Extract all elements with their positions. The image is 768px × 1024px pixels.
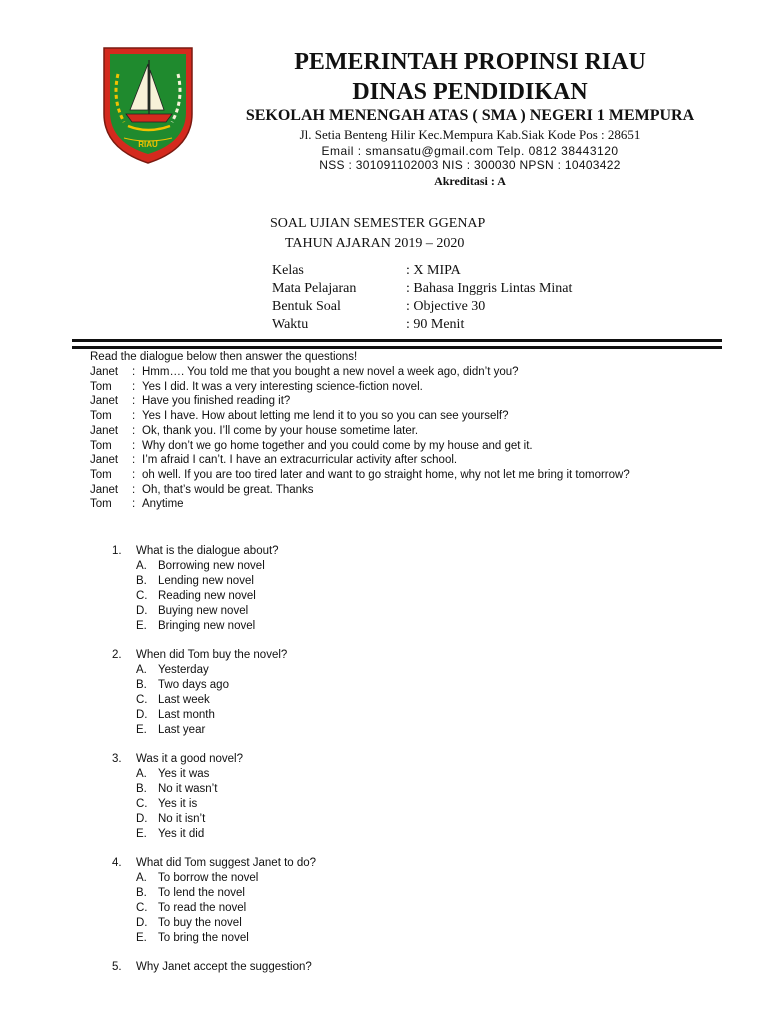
colon: : — [132, 468, 136, 481]
option-letter: E. — [136, 724, 147, 736]
option-letter: C. — [136, 902, 148, 914]
header-department: DINAS PENDIDIKAN — [352, 79, 588, 105]
option-letter: B. — [136, 887, 147, 899]
colon: : — [132, 380, 136, 393]
colon: : — [132, 410, 136, 423]
colon: : — [132, 454, 136, 467]
option-text: To buy the novel — [158, 917, 242, 929]
header-contact: Email : smansatu@gmail.com Telp. 0812 38443120 — [321, 144, 619, 158]
colon: : — [132, 395, 136, 408]
option-row — [112, 678, 316, 693]
colon: : — [132, 498, 136, 511]
dialogue-line — [90, 453, 650, 468]
info-row — [272, 262, 572, 280]
option-text: Yes it is — [158, 798, 198, 810]
speaker: Janet — [90, 424, 119, 437]
utterance: Why don’t we go home together and you could come by my house and get it. — [142, 439, 533, 452]
option-row — [112, 723, 316, 738]
option-row — [112, 708, 316, 723]
dialogue-line — [90, 394, 650, 409]
info-value: : Objective 30 — [406, 299, 486, 314]
option-row — [112, 931, 316, 946]
question-number: 2. — [112, 649, 122, 661]
question-text: What is the dialogue about? — [136, 545, 279, 557]
header-accreditation: Akreditasi : A — [434, 174, 506, 188]
info-label: Mata Pelajaran — [272, 281, 357, 296]
info-row — [272, 316, 572, 334]
question-number: 1. — [112, 545, 122, 557]
dialogue-line — [90, 365, 650, 380]
colon: : — [132, 424, 136, 437]
option-row — [112, 797, 316, 812]
option-text: To borrow the novel — [158, 872, 259, 884]
option-text: Last week — [158, 694, 210, 706]
utterance: Oh, that’s would be great. Thanks — [142, 483, 314, 496]
question-item — [112, 960, 316, 975]
option-row — [112, 574, 316, 589]
dialogue-section — [90, 350, 650, 512]
option-letter: A. — [136, 872, 147, 884]
option-text: Reading new novel — [158, 590, 256, 602]
option-row — [112, 767, 316, 782]
option-row — [112, 782, 316, 797]
option-letter: E. — [136, 828, 147, 840]
questions-list — [112, 544, 316, 989]
option-row — [112, 827, 316, 842]
dialogue-instruction: Read the dialogue below then answer the questions! — [90, 351, 358, 363]
option-text: Borrowing new novel — [158, 560, 265, 572]
dialogue-line — [90, 424, 650, 439]
option-row — [112, 901, 316, 916]
speaker: Tom — [90, 439, 112, 452]
option-row — [112, 693, 316, 708]
dialogue-line — [90, 380, 650, 395]
option-text: Last month — [158, 709, 215, 721]
question-text: Why Janet accept the suggestion? — [136, 961, 312, 973]
option-letter: D. — [136, 917, 148, 929]
option-letter: A. — [136, 560, 147, 572]
utterance: I’m afraid I can’t. I have an extracurricular activity after school. — [142, 454, 458, 467]
question-item — [112, 856, 316, 946]
colon: : — [132, 483, 136, 496]
logo-text: RIAU — [138, 140, 158, 149]
speaker: Tom — [90, 468, 112, 481]
utterance: Anytime — [142, 498, 184, 511]
option-text: No it isn’t — [158, 813, 206, 825]
question-item — [112, 544, 316, 634]
utterance: Yes I have. How about letting me lend it to you so you can see yourself? — [142, 410, 509, 423]
option-text: Bringing new novel — [158, 620, 256, 632]
option-letter: E. — [136, 932, 147, 944]
speaker: Tom — [90, 498, 112, 511]
option-row — [112, 663, 316, 678]
option-letter: D. — [136, 605, 148, 617]
option-text: Two days ago — [158, 679, 229, 691]
info-label: Kelas — [272, 263, 304, 278]
question-item — [112, 648, 316, 738]
speaker: Janet — [90, 366, 119, 378]
utterance: Yes I did. It was a very interesting science-fiction novel. — [142, 380, 423, 393]
option-row — [112, 871, 316, 886]
divider-rule — [72, 346, 722, 349]
dialogue-line — [90, 468, 650, 483]
colon: : — [132, 439, 136, 452]
dialogue-line — [90, 409, 650, 424]
option-text: To bring the novel — [158, 932, 249, 944]
question-item — [112, 752, 316, 842]
option-text: Yes it was — [158, 768, 210, 780]
option-letter: D. — [136, 709, 148, 721]
dialogue-line — [90, 483, 650, 498]
question-number: 5. — [112, 961, 122, 973]
info-label: Waktu — [272, 317, 309, 332]
info-value: : 90 Menit — [406, 317, 465, 332]
header-school-name: SEKOLAH MENENGAH ATAS ( SMA ) NEGERI 1 MEMPURA — [245, 107, 695, 124]
question-text: What did Tom suggest Janet to do? — [136, 857, 317, 869]
option-row — [112, 604, 316, 619]
utterance: Ok, thank you. I’ll come by your house sometime later. — [142, 424, 419, 437]
speaker: Tom — [90, 380, 112, 393]
utterance: oh well. If you are too tired later and want to go straight home, why not let me bring it tomorrow? — [142, 468, 630, 481]
question-number: 3. — [112, 753, 122, 765]
speaker: Janet — [90, 454, 119, 467]
option-letter: C. — [136, 798, 148, 810]
option-row — [112, 916, 316, 931]
header-ids: NSS : 301091102003 NIS : 300030 NPSN : 10403422 — [319, 158, 621, 172]
option-row — [112, 619, 316, 634]
option-letter: D. — [136, 813, 148, 825]
info-row — [272, 298, 572, 316]
exam-year: TAHUN AJARAN 2019 – 2020 — [285, 236, 465, 251]
exam-title: SOAL UJIAN SEMESTER GGENAP — [270, 216, 486, 231]
exam-info-table — [272, 262, 572, 334]
divider-rule — [72, 339, 722, 342]
speaker: Janet — [90, 483, 119, 496]
header-address: Jl. Setia Benteng Hilir Kec.Mempura Kab.Siak Kode Pos : 28651 — [299, 127, 641, 142]
question-text: When did Tom buy the novel? — [136, 649, 288, 661]
speaker: Janet — [90, 395, 119, 408]
option-text: Buying new novel — [158, 605, 249, 617]
option-row — [112, 886, 316, 901]
info-value: : X MIPA — [406, 263, 461, 278]
option-letter: A. — [136, 664, 147, 676]
option-text: Yes it did — [158, 828, 205, 840]
utterance: Hmm…. You told me that you bought a new novel a week ago, didn’t you? — [142, 366, 519, 378]
option-letter: C. — [136, 694, 148, 706]
option-letter: C. — [136, 590, 148, 602]
info-label: Bentuk Soal — [272, 299, 341, 314]
utterance: Have you finished reading it? — [142, 395, 291, 408]
info-row — [272, 280, 572, 298]
option-text: To lend the novel — [158, 887, 245, 899]
dialogue-line — [90, 439, 650, 454]
option-letter: B. — [136, 679, 147, 691]
option-text: Last year — [158, 724, 206, 736]
header-government: PEMERINTAH PROPINSI RIAU — [294, 49, 646, 75]
option-row — [112, 559, 316, 574]
option-row — [112, 589, 316, 604]
option-text: No it wasn’t — [158, 783, 218, 795]
option-row — [112, 812, 316, 827]
speaker: Tom — [90, 410, 112, 423]
question-text: Was it a good novel? — [136, 753, 243, 765]
option-letter: B. — [136, 783, 147, 795]
question-number: 4. — [112, 857, 122, 869]
option-letter: A. — [136, 768, 147, 780]
option-text: Yesterday — [158, 664, 209, 676]
dialogue-line — [90, 497, 650, 512]
option-text: To read the novel — [158, 902, 247, 914]
info-value: : Bahasa Inggris Lintas Minat — [406, 281, 573, 296]
option-letter: E. — [136, 620, 147, 632]
option-letter: B. — [136, 575, 147, 587]
option-text: Lending new novel — [158, 575, 254, 587]
colon: : — [132, 366, 136, 378]
riau-coat-of-arms-logo — [100, 44, 196, 166]
